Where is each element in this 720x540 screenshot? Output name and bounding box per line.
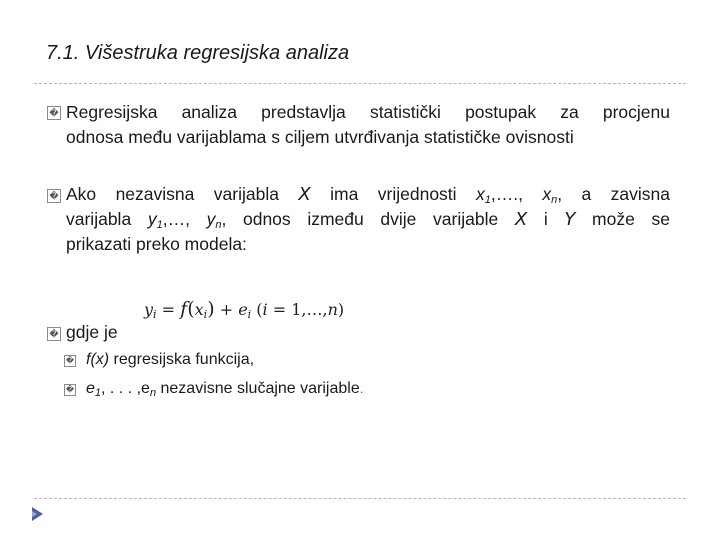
- bottom-divider: [34, 498, 686, 499]
- sub-item-random-variables: $e_1$, . . . $,e_n$ nezavisne slučajne varijable.: [86, 380, 364, 399]
- paragraph-line: Ako nezavisna varijabla X ima vrijednosti $x_1,\dots$., $x_n$, a zavisna: [66, 184, 671, 206]
- paragraph-where: gdje je: [66, 322, 118, 342]
- paragraph-line: odnosa među varijablama s ciljem utvrđivanja statističke ovisnosti: [66, 127, 574, 147]
- variable-Y: Y: [564, 209, 576, 230]
- regression-formula: $y_i = f(x_i) + e_i$ (i = 1,…,n): [144, 298, 345, 321]
- paragraph-line: Regresijska analiza predstavlja statistički postupak za procjenu: [66, 102, 670, 122]
- paragraph-line: varijabla $y_1,\dots$, $y_n$, odnos između dvije varijable X i Y može se: [66, 209, 670, 231]
- next-slide-arrow-icon[interactable]: [32, 507, 43, 521]
- sub-item-regression-function: f(x) regresijska funkcija,: [86, 351, 255, 368]
- sub-bullet-marker-icon: �: [65, 385, 75, 394]
- bullet-marker-icon: �: [47, 106, 61, 120]
- variable-X: X: [298, 184, 311, 205]
- sub-bullet-marker-icon: �: [65, 356, 75, 365]
- slide-title: 7.1. Višestruka regresijska analiza: [46, 42, 350, 64]
- top-divider: [34, 83, 686, 84]
- paragraph-model: [66, 182, 670, 257]
- paragraph-definition: [66, 100, 670, 150]
- variable-X: X: [514, 209, 528, 230]
- bullet-marker-icon: �: [47, 189, 61, 203]
- bullet-marker-icon: �: [47, 327, 61, 341]
- paragraph-line: prikazati preko modela:: [66, 234, 247, 254]
